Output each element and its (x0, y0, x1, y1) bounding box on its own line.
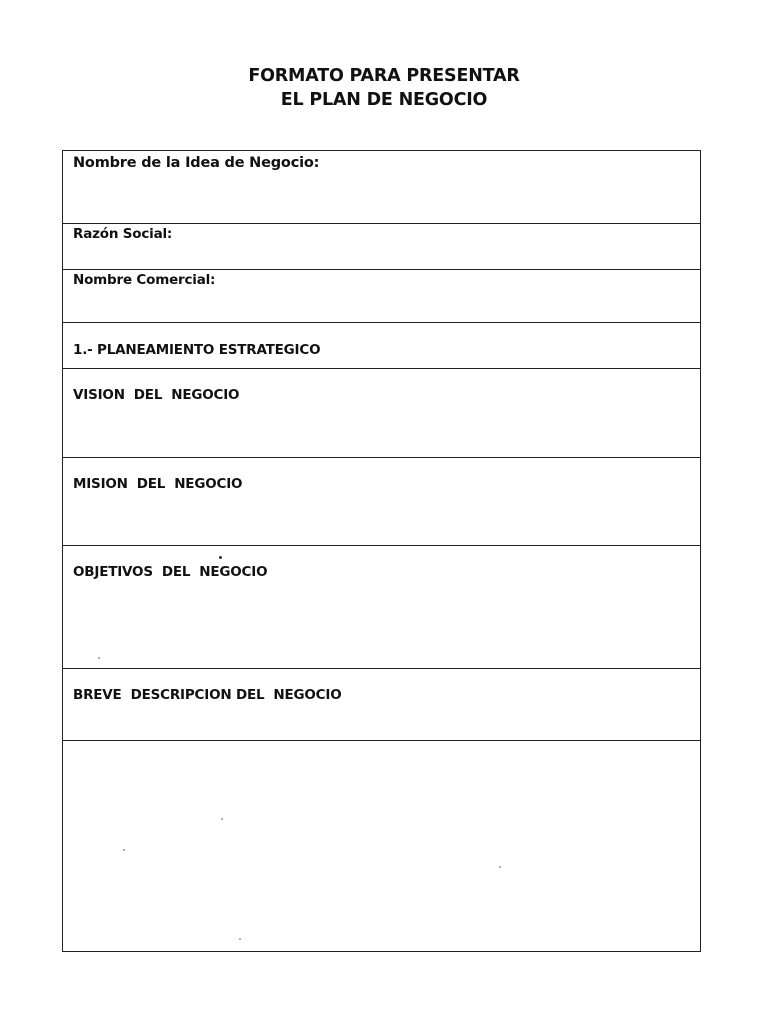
field-label: MISION DEL NEGOCIO (73, 476, 243, 492)
field-label: VISION DEL NEGOCIO (73, 387, 240, 403)
field-business-idea-name[interactable] (63, 151, 700, 224)
field-label: BREVE DESCRIPCION DEL NEGOCIO (73, 687, 342, 703)
field-label: Nombre Comercial: (73, 272, 216, 288)
business-plan-form (62, 150, 701, 952)
field-business-objectives[interactable] (63, 546, 700, 669)
field-business-description-area[interactable] (63, 741, 700, 951)
ink-speck (123, 849, 125, 851)
section-strategic-planning (63, 323, 700, 369)
field-label: OBJETIVOS DEL NEGOCIO (73, 564, 268, 580)
field-label: Razón Social: (73, 226, 173, 242)
title-line-1: FORMATO PARA PRESENTAR (248, 66, 520, 86)
field-label: Nombre de la Idea de Negocio: (73, 155, 320, 171)
field-business-description[interactable] (63, 669, 700, 741)
ink-speck (98, 657, 100, 659)
field-business-mission[interactable] (63, 458, 700, 546)
field-trade-name[interactable] (63, 270, 700, 323)
ink-speck (239, 938, 241, 940)
title-line-2: EL PLAN DE NEGOCIO (280, 90, 488, 110)
ink-speck (219, 556, 222, 559)
field-business-vision[interactable] (63, 369, 700, 458)
document-title (0, 64, 768, 112)
field-legal-name[interactable] (63, 224, 700, 270)
ink-speck (499, 866, 501, 868)
section-heading: 1.- PLANEAMIENTO ESTRATEGICO (73, 342, 321, 358)
ink-speck (221, 818, 223, 820)
